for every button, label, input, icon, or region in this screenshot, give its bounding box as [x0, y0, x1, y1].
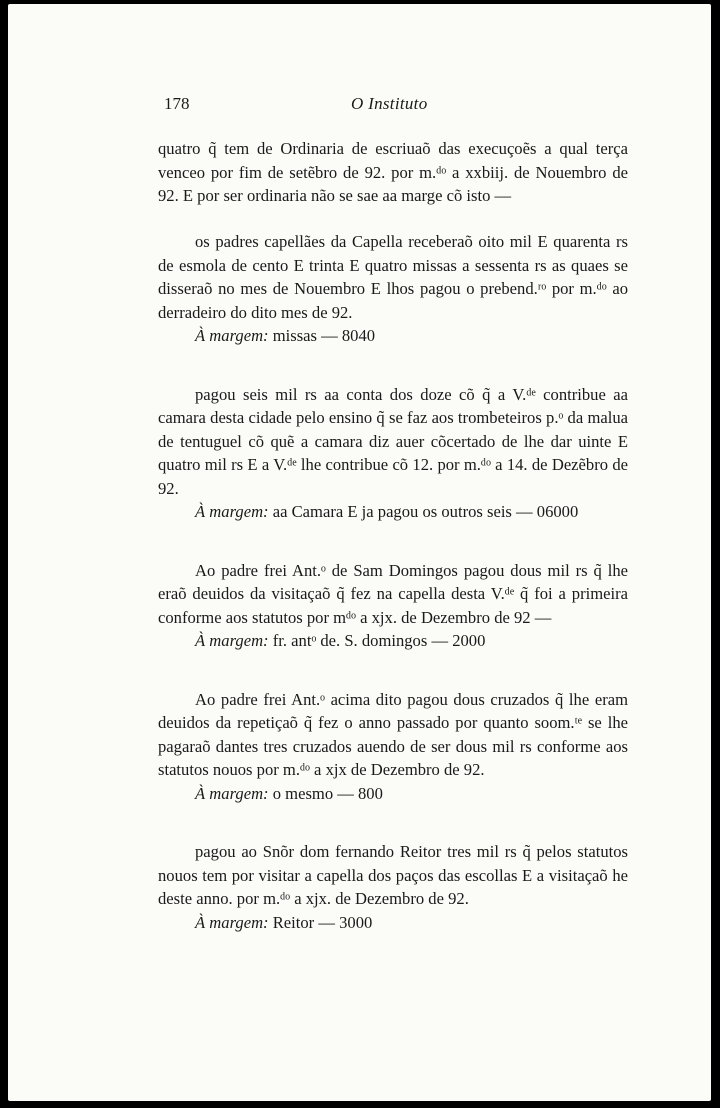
margin-note [195, 782, 628, 806]
margin-note [195, 629, 628, 653]
paragraph-repeticao: Ao padre frei Ant.ᵒ acima dito pagou dous cruzados q̃ lhe eram deuidos da repetiçaõ q̃ fez o anno passado por quanto soom.ᵗᵉ se lhe pagaraõ dantes tres cruzados auendo de ser dous mil rs conforme aos statutos nouos por m.ᵈᵒ a xjx de Dezembro de 92. [158, 689, 628, 779]
document-page [8, 4, 711, 1101]
page-number: 178 [164, 94, 190, 113]
paragraph-sam-domingos: Ao padre frei Ant.ᵒ de Sam Domingos pagou dous mil rs q̃ lhe eraõ deuidos da visitaçaõ q̃ fez na capella desta V.ᵈᵉ q̃ foi a primeira conforme aos statutos por mᵈᵒ a xjx. de Dezembro de 92 — [158, 560, 628, 627]
margin-note-text: aa Camara E ja pagou os outros seis — 06000 [272, 502, 579, 521]
margin-note-text: missas — 8040 [272, 326, 376, 345]
paragraph-trombeteiros: pagou seis mil rs aa conta dos doze cõ q̃ a V.ᵈᵉ contribue aa camara desta cidade pelo ensino q̃ se faz aos trombeteiros p.ᵒ da malua de tentuguel cõ quẽ a camara diz auer cõcertado de lhe dar uinte E quatro mil rs E a V.ᵈᵉ lhe contribue cõ 12. por m.ᵈᵒ a 14. de Dezẽbro de 92. [158, 384, 628, 498]
page-header [158, 88, 638, 118]
paragraph-reitor: pagou ao Snõr dom fernando Reitor tres mil rs q̃ pelos statutos nouos tem por visitar a capella dos paços das escollas E a visitaçaõ he deste anno. por m.ᵈᵒ a xjx. de Dezembro de 92. [158, 842, 628, 908]
margin-note [195, 500, 628, 524]
paragraph-capellaes: os padres capellães da Capella receberaõ oito mil E quarenta rs de esmola de cento E trinta E quatro missas a sessenta rs as quaes se disseraõ no mes de Nouembro E lhos pagou o prebend.ʳᵒ por m.ᵈᵒ ao derradeiro do dito mes de 92. [158, 232, 628, 322]
body-text [158, 137, 628, 934]
running-title: O Instituto [351, 94, 428, 113]
margin-note-label: À margem: [195, 631, 269, 650]
margin-note-label: À margem: [195, 912, 269, 932]
margin-note-text: o mesmo — 800 [272, 783, 383, 803]
margin-note-label: À margem: [195, 783, 269, 803]
margin-note-text: Reitor — 3000 [272, 912, 373, 932]
paragraph-continuation: quatro q̃ tem de Ordinaria de escriuaõ das execuçoẽs a qual terça venceo por fim de setẽbro de 92. por m.ᵈᵒ a xxbiij. de Nouembro de 92. E por ser ordinaria não se sae aa marge cõ isto — [158, 139, 628, 205]
margin-note [195, 911, 628, 935]
margin-note-label: À margem: [195, 326, 269, 345]
margin-note [195, 324, 628, 348]
margin-note-label: À margem: [195, 502, 269, 521]
margin-note-text: fr. antᵒ de. S. domingos — 2000 [272, 631, 486, 650]
